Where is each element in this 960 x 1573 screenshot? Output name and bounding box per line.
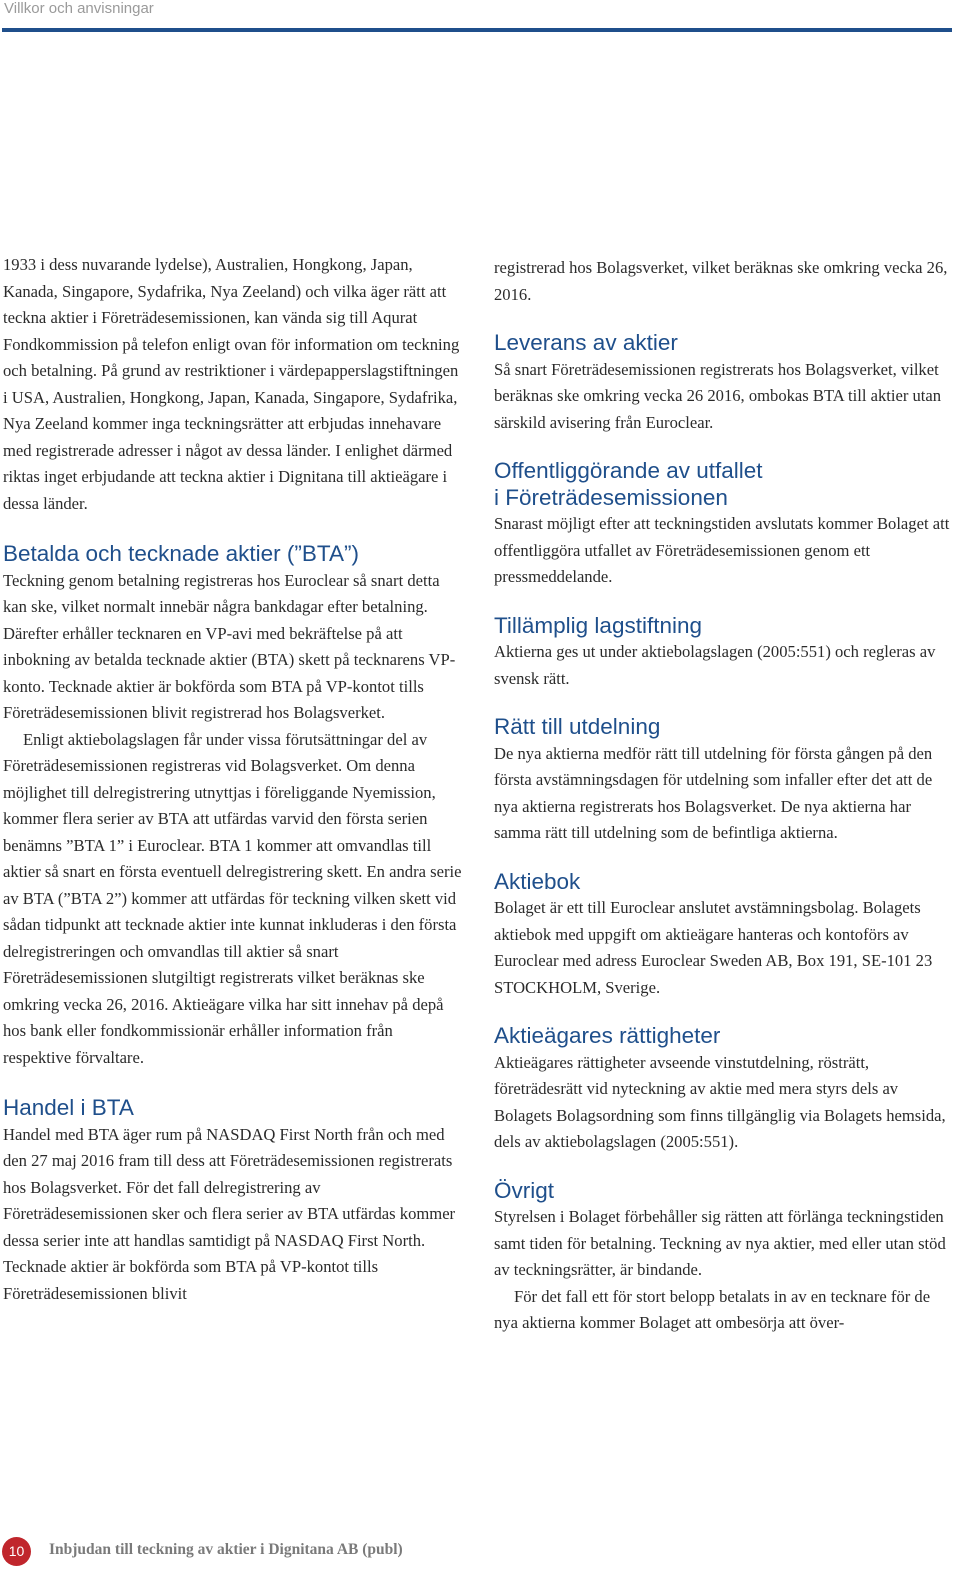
section-paragraph: För det fall ett för stort belopp betalats in av en tecknare för de nya aktierna kommer Bolaget att ombesörja att över- xyxy=(494,1286,931,1332)
section-heading-aktieagares-rattigheter: Aktieägares rättigheter xyxy=(494,1023,721,1048)
section-paragraph: Bolaget är ett till Euroclear anslutet avstämningsbolag. Bolagets aktiebok med uppgift om aktieägare hanteras och kontoförs av Euroclear med adress Euroclear Sweden AB, Box 191, SE-101 23 STOCKHOLM, Sverige. xyxy=(494,898,933,997)
section-paragraph: Så snart Företrädesemissionen registrerats hos Bolagsverket, vilket beräknas ske omkring vecka 26 2016, ombokas BTA till aktier utan särskild avisering från Euroclear. xyxy=(494,359,942,432)
section-paragraph: De nya aktierna medför rätt till utdelning för första gången på den första avstämningsdagen för utdelning som infaller efter det att de nya aktierna registrerats hos Bolagsverket. De nya aktierna har samma rätt till utdelning som de befintliga aktierna. xyxy=(494,743,933,842)
section-heading-tillamplig-lagstiftning: Tillämplig lagstiftning xyxy=(494,612,703,638)
footer-document-title: Inbjudan till teckning av aktier i Dignitana AB (publ) xyxy=(49,1541,403,1558)
section-heading-ratt-till-utdelning: Rätt till utdelning xyxy=(494,714,661,739)
section-heading-bta: Betalda och tecknade aktier (”BTA”) xyxy=(3,541,359,566)
section-heading-leverans: Leverans av aktier xyxy=(494,330,678,355)
section-heading-offentliggorande xyxy=(494,458,952,511)
intro-paragraph: 1933 i dess nuvarande lydelse), Australien, Hongkong, Japan, Kanada, Singapore, Sydafrika, Nya Zeeland) och vilka äger rätt att teckna aktier i Företrädesemissionen, kan vända sig till Aqurat Fondkommission på telefon enligt ovan för information om teckning och betalning. På grund av restriktioner i värdepapperslagstiftningen i USA, Australien, Hongkong, Japan, Kanada, Singapore, Sydafrika, Nya Zeeland kommer inga teckningsrätter att erbjudas innehavare med registrerade adresser i något av dessa länder. I enlighet därmed riktas inget erbjudande att teckna aktier i Dignitana till aktieägare i dessa länder. xyxy=(3,255,460,513)
section-paragraph: Handel med BTA äger rum på NASDAQ First North från och med den 27 maj 2016 fram till dess att Företrädesemissionen registrerats hos Bolagsverket. För det fall delregistrering av Företrädesemissionen sker och flera serier av BTA utfärdas kommer dessa serier inte att handlas samtidigt på NASDAQ First North. Tecknade aktier är bokförda som BTA på VP-kontot tills Företrädesemissionen blivit xyxy=(3,1124,456,1303)
section-paragraph: Styrelsen i Bolaget förbehåller sig rätten att förlänga teckningstiden samt tiden för betalning. Teckning av nya aktier, med eller utan stöd av teckningsrätter, är bindande. xyxy=(494,1207,946,1279)
running-header-title: Villkor och anvisningar xyxy=(4,0,154,17)
section-heading-ovrigt: Övrigt xyxy=(494,1177,555,1203)
section-paragraph: Snarast möjligt efter att teckningstiden avslutats kommer Bolaget att offentliggöra utfallet av Företrädesemissionen genom ett pressmeddelande. xyxy=(494,514,950,586)
section-paragraph: Teckning genom betalning registreras hos Euroclear så snart detta kan ske, vilket normalt innebär några bankdagar efter betalning. Därefter erhåller tecknaren en VP-avi med bekräftelse på att inbokning av betalda tecknade aktier (BTA) skett på tecknarens VP-konto. Tecknade aktier är bokförda som BTA på VP-kontot tills Företrädesemissionen blivit registrerad hos Bolagsverket. xyxy=(3,570,456,722)
section-heading-handel-i-bta: Handel i BTA xyxy=(3,1095,134,1120)
right-column xyxy=(494,255,952,1337)
left-column xyxy=(3,252,465,1307)
section-paragraph: Aktierna ges ut under aktiebolagslagen (2005:551) och regleras av svensk rätt. xyxy=(494,642,936,688)
header-divider xyxy=(2,28,952,32)
section-heading-aktiebok: Aktiebok xyxy=(494,868,581,894)
heading-line-1: Offentliggörande av utfallet xyxy=(494,458,763,483)
heading-line-2: i Företrädesemissionen xyxy=(494,484,728,510)
section-paragraph: Enligt aktiebolagslagen får under vissa förutsättningar del av Företrädesemissionen registreras vid Bolagsverket. Om denna möjlighet till delregistrering utnyttjas i föreliggande Nyemission, kommer flera serier av BTA att utfärdas varvid den första serien benämns ”BTA 1” i Euroclear. BTA 1 kommer att omvandlas till aktier så snart en första eventuell delregistrering skett. En andra serie av BTA (”BTA 2”) kommer att utfärdas för teckning vilken skett vid sådan tidpunkt att tecknade aktier inte kunnat inkluderas i den första delregistreringen och omvandlas till aktier så snart Företrädesemissionen slutgiltigt registrerats vilket beräknas ske omkring vecka 26, 2016. Aktieägare vilka har sitt innehav på depå hos bank eller fondkommissionär erhåller information från respektive förvaltare. xyxy=(3,729,462,1067)
section-paragraph: Aktieägares rättigheter avseende vinstutdelning, rösträtt, företrädesrätt vid nyteckning av aktie med mera styrs dels av Bolagets Bolagsordning som finns tillgänglig via Bolagets hemsida, dels av aktiebolagslagen (2005:551). xyxy=(494,1052,946,1151)
intro-paragraph: registrerad hos Bolagsverket, vilket beräknas ske omkring vecka 26, 2016. xyxy=(494,258,948,304)
page-number-badge: 10 xyxy=(2,1537,31,1566)
